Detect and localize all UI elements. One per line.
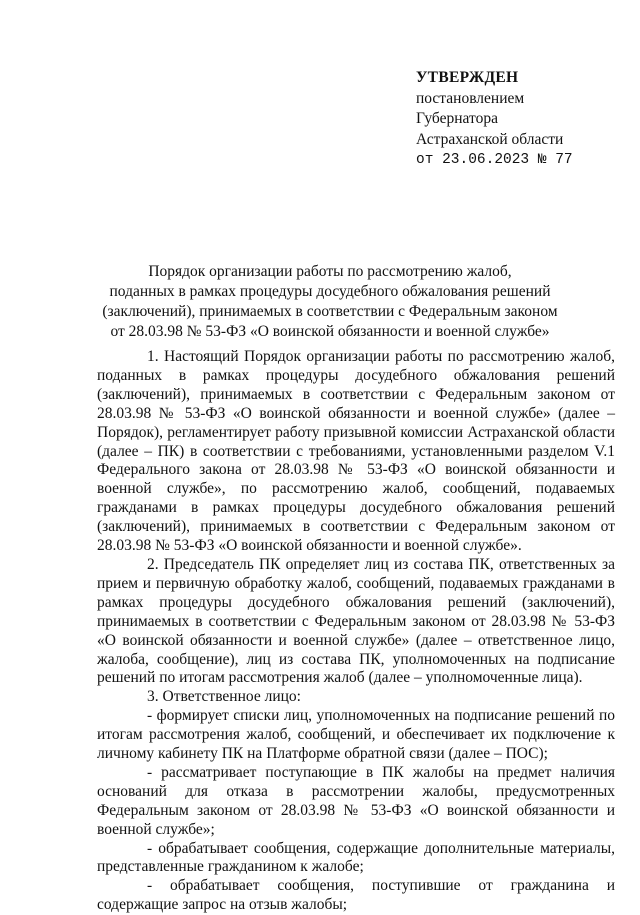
document-title	[100, 262, 560, 342]
list-item: - обрабатывает сообщения, поступившие от гражданина и содержащие запрос на отзыв жалобы;	[97, 877, 615, 914]
approval-date-line: от 23.06.2023 № 77	[416, 152, 573, 168]
paragraph-2: 2. Председатель ПК определяет лиц из состава ПК, ответственных за прием и первичную обработку жалоб, сообщений, подаваемых гражданами в рамках процедуры досудебного обжалования решений (заключений), принимаемых в соответствии с Федеральным законом от 28.03.98 № 53-ФЗ «О воинской обязанности и военной службе» (далее – ответственное лицо, жалоба, сообщение), лиц из состава ПК, уполномоченных на подписание решений по итогам рассмотрения жалоб (далее – уполномоченные лица).	[97, 555, 615, 687]
approval-line-1: постановлением	[416, 89, 525, 107]
approval-line-3: Астраханской области	[416, 130, 564, 148]
approval-line-2: Губернатора	[416, 110, 498, 127]
list-item: - обрабатывает сообщения, содержащие дополнительные материалы, представленные гражданином к жалобе;	[97, 839, 615, 876]
title-line-2: поданных в рамках процедуры досудебного обжалования решений	[109, 283, 551, 300]
title-line-1: Порядок организации работы по рассмотрению жалоб,	[148, 263, 512, 280]
title-line-4: от 28.03.98 № 53-ФЗ «О воинской обязанности и военной службе»	[110, 323, 550, 340]
document-body	[97, 348, 615, 915]
title-line-3: (заключений), принимаемых в соответствии с Федеральным законом	[102, 303, 558, 320]
approval-block	[416, 68, 573, 171]
paragraph-1: 1. Настоящий Порядок организации работы по рассмотрению жалоб, поданных в рамках процедуры досудебного обжалования решений (заключений), принимаемых в соответствии с Федеральным законом от 28.03.98 № 53-ФЗ «О воинской обязанности и военной службе» (далее – Порядок), регламентирует работу призывной комиссии Астраханской области (далее – ПК) в соответствии с требованиями, установленными разделом V.1 Федерального закона от 28.03.98 № 53-ФЗ «О воинской обязанности и военной службе», по рассмотрению жалоб, сообщений, подаваемых гражданами в рамках процедуры досудебного обжалования решений (заключений), принимаемых в соответствии с Федеральным законом от 28.03.98 № 53-ФЗ «О воинской обязанности и военной службе».	[97, 348, 615, 555]
approval-heading: УТВЕРЖДЕН	[416, 69, 519, 86]
paragraph-3: 3. Ответственное лицо:	[147, 688, 301, 706]
list-item: - формирует списки лиц, уполномоченных на подписание решений по итогам рассмотрения жалоб, сообщений, и обеспечивает их подключение к личному кабинету ПК на Платформе обратной связи (далее – ПОС);	[97, 707, 615, 763]
list-item: - рассматривает поступающие в ПК жалобы на предмет наличия оснований для отказа в рассмотрении жалобы, предусмотренных Федеральным законом от 28.03.98 № 53-ФЗ «О воинской обязанности и военной службе»;	[97, 763, 615, 838]
